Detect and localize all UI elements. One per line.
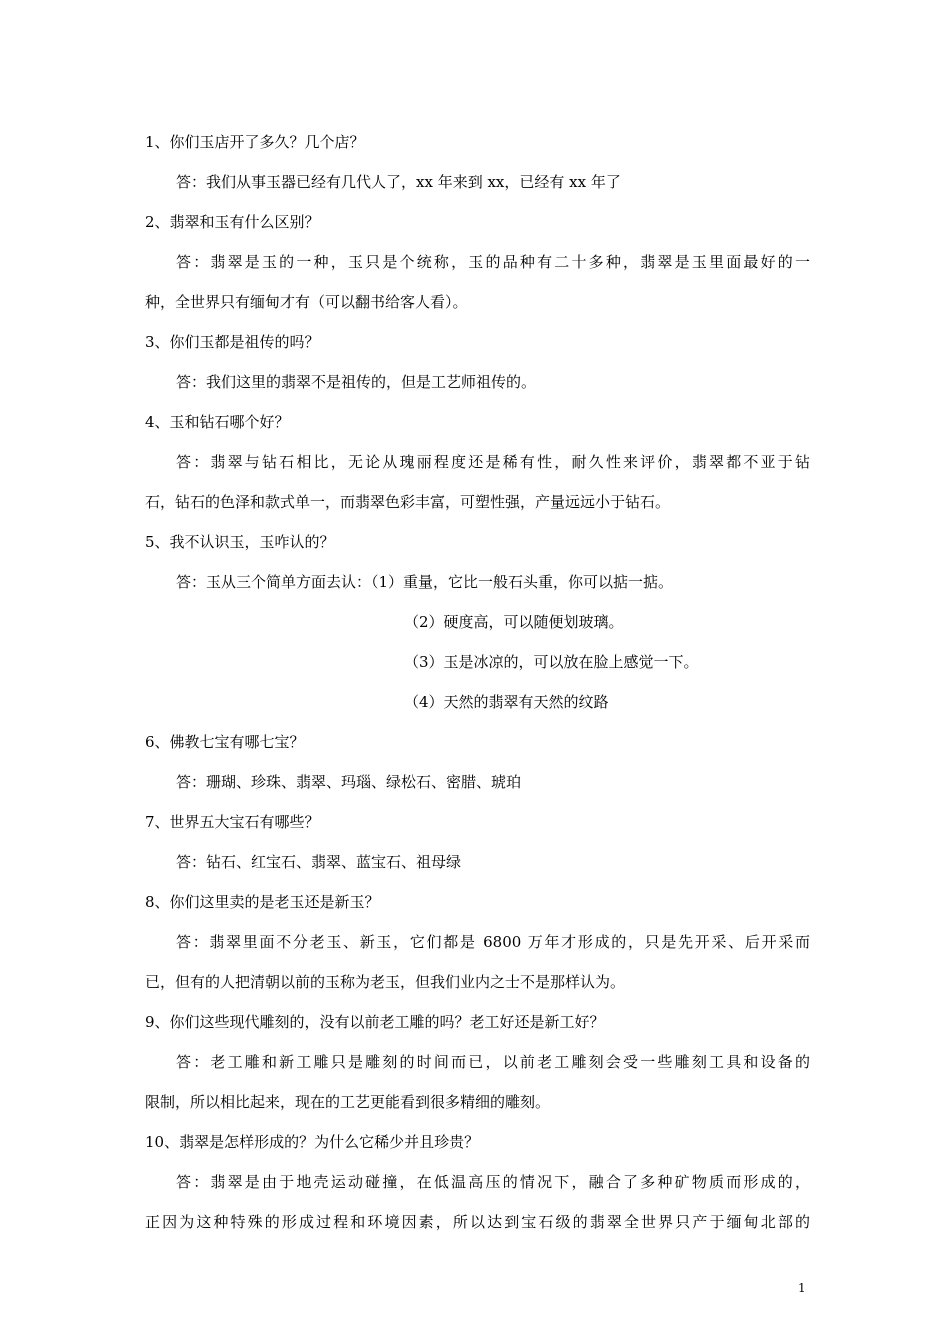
answer-6: 答：珊瑚、珍珠、翡翠、玛瑙、绿松石、密腊、琥珀 <box>176 773 522 791</box>
answer-9-line-1: 答：老工雕和新工雕只是雕刻的时间而已，以前老工雕刻会受一些雕刻工具和设备的 <box>176 1053 810 1071</box>
question-10: 10、翡翠是怎样形成的？为什么它稀少并且珍贵？ <box>145 1133 480 1151</box>
question-1: 1、你们玉店开了多久？几个店？ <box>145 133 365 151</box>
question-9: 9、你们这些现代雕刻的，没有以前老工雕的吗？老工好还是新工好？ <box>145 1013 605 1031</box>
answer-7: 答：钻石、红宝石、翡翠、蓝宝石、祖母绿 <box>176 853 462 871</box>
question-8: 8、你们这里卖的是老玉还是新玉？ <box>145 893 380 911</box>
answer-8-line-2: 已，但有的人把清朝以前的玉称为老玉，但我们业内之士不是那样认为。 <box>145 973 626 991</box>
question-5: 5、我不认识玉，玉咋认的？ <box>145 533 335 551</box>
question-2: 2、翡翠和玉有什么区别？ <box>145 213 320 231</box>
answer-5-item-4: （4）天然的翡翠有天然的纹路 <box>404 693 609 711</box>
answer-4-line-2: 石，钻石的色泽和款式单一，而翡翠色彩丰富，可塑性强，产量远远小于钻石。 <box>145 493 671 511</box>
answer-2-line-1: 答：翡翠是玉的一种，玉只是个统称，玉的品种有二十多种，翡翠是玉里面最好的一 <box>176 253 810 271</box>
question-4: 4、玉和钻石哪个好？ <box>145 413 290 431</box>
answer-5-item-2: （2）硬度高，可以随便划玻璃。 <box>404 613 624 631</box>
answer-5-item-3: （3）玉是冰凉的，可以放在脸上感觉一下。 <box>404 653 699 671</box>
answer-3: 答：我们这里的翡翠不是祖传的，但是工艺师祖传的。 <box>176 373 537 391</box>
page-number: 1 <box>798 1281 806 1295</box>
answer-10-line-2: 正因为这种特殊的形成过程和环境因素，所以达到宝石级的翡翠全世界只产于缅甸北部的 <box>145 1213 810 1231</box>
answer-5-line-1: 答：玉从三个简单方面去认：（1）重量，它比一般石头重，你可以掂一掂。 <box>176 573 674 591</box>
answer-8-line-1: 答：翡翠里面不分老玉、新玉，它们都是 6800 万年才形成的，只是先开采、后开采而 <box>176 933 810 951</box>
answer-1: 答：我们从事玉器已经有几代人了，xx 年来到 xx，已经有 xx 年了 <box>176 173 621 191</box>
answer-2-line-2: 种，全世界只有缅甸才有（可以翻书给客人看）。 <box>145 293 468 311</box>
question-7: 7、世界五大宝石有哪些？ <box>145 813 320 831</box>
answer-10-line-1: 答：翡翠是由于地壳运动碰撞，在低温高压的情况下，融合了多种矿物质而形成的， <box>176 1173 810 1191</box>
answer-9-line-2: 限制，所以相比起来，现在的工艺更能看到很多精细的雕刻。 <box>145 1093 551 1111</box>
answer-4-line-1: 答：翡翠与钻石相比，无论从瑰丽程度还是稀有性，耐久性来评价，翡翠都不亚于钻 <box>176 453 810 471</box>
question-6: 6、佛教七宝有哪七宝？ <box>145 733 305 751</box>
question-3: 3、你们玉都是祖传的吗？ <box>145 333 320 351</box>
